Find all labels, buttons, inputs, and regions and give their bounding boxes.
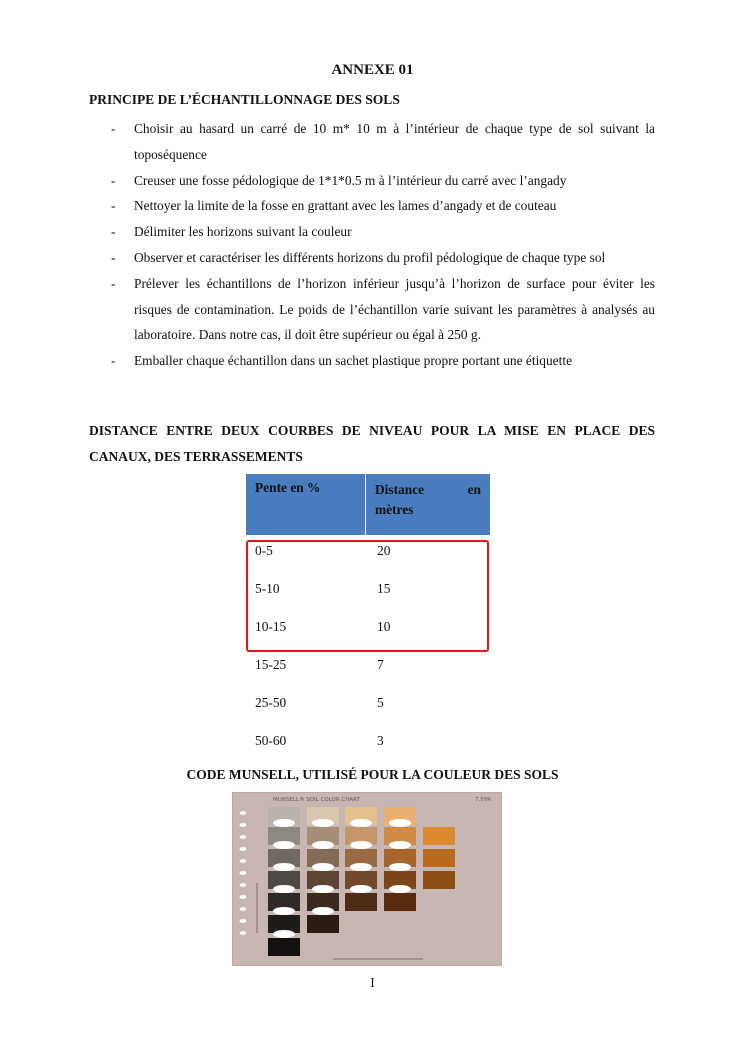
table-row bbox=[246, 733, 490, 771]
page-number: I bbox=[370, 975, 375, 990]
table-row bbox=[246, 695, 490, 733]
cell-distance: 10 bbox=[377, 619, 391, 634]
cell-distance: 5 bbox=[377, 695, 384, 710]
list-dash: - bbox=[111, 353, 116, 369]
list-item bbox=[89, 116, 655, 168]
list-item bbox=[89, 168, 655, 194]
cell-pente: 0-5 bbox=[255, 543, 273, 558]
list-dash: - bbox=[111, 224, 116, 240]
table-header bbox=[246, 474, 490, 535]
col-header-distance-word2: en bbox=[467, 482, 481, 497]
list-item-text: Nettoyer la limite de la fosse en grattant avec les lames d’angady et de couteau bbox=[134, 198, 557, 214]
list-item bbox=[89, 245, 655, 271]
col-header-distance-word1: Distance bbox=[375, 482, 425, 497]
cell-distance: 3 bbox=[377, 733, 384, 748]
cell-pente: 15-25 bbox=[255, 657, 287, 672]
page-title: ANNEXE 01 bbox=[331, 62, 414, 78]
list-item-text: Prélever les échantillons de l’horizon inférieur jusqu’à l’horizon de surface pour éviter les risques de contamination. Le poids de l’échantillon varie suivant les paramètres à analysés au laboratoire. Dans notre cas, il doit être supérieur ou égal à 250 g. bbox=[134, 275, 655, 343]
table-row bbox=[246, 657, 490, 695]
cell-distance: 20 bbox=[377, 543, 391, 558]
cell-pente: 50-60 bbox=[255, 733, 287, 748]
cell-pente: 5-10 bbox=[255, 581, 280, 596]
list-item-text: Observer et caractériser les différents horizons du profil pédologique de chaque type sol bbox=[134, 249, 606, 265]
slope-distance-table bbox=[246, 474, 490, 748]
munsell-chart-image bbox=[232, 792, 502, 966]
list-item bbox=[89, 348, 655, 374]
col-header-distance bbox=[366, 474, 490, 535]
list-item bbox=[89, 271, 655, 348]
munsell-chart-code: 7.5YR bbox=[475, 797, 491, 803]
list-item-text: Emballer chaque échantillon dans un sachet plastique propre portant une étiquette bbox=[134, 353, 573, 369]
section-heading-munsell: CODE MUNSELL, UTILISÉ POUR LA COULEUR DES SOLS bbox=[186, 767, 559, 782]
list-dash: - bbox=[111, 198, 116, 214]
section-heading-distance: DISTANCE ENTRE DEUX COURBES DE NIVEAU POUR LA MISE EN PLACE DES CANAUX, DES TERRASSEMENTS bbox=[89, 423, 655, 464]
sampling-steps-list bbox=[89, 116, 655, 374]
red-highlight-box bbox=[246, 540, 489, 652]
list-dash: - bbox=[111, 172, 116, 188]
cell-pente: 10-15 bbox=[255, 619, 287, 634]
list-dash: - bbox=[111, 275, 116, 291]
list-item bbox=[89, 219, 655, 245]
section-heading-sampling: PRINCIPE DE L’ÉCHANTILLONNAGE DES SOLS bbox=[89, 92, 400, 107]
col-header-distance-line2: mètres bbox=[375, 502, 414, 517]
cell-distance: 7 bbox=[377, 657, 384, 672]
cell-distance: 15 bbox=[377, 581, 391, 596]
list-item-text: Creuser une fosse pédologique de 1*1*0.5 m à l’intérieur du carré avec l’angady bbox=[134, 172, 567, 188]
list-dash: - bbox=[111, 121, 116, 136]
list-dash: - bbox=[111, 249, 116, 265]
list-item bbox=[89, 193, 655, 219]
munsell-chart-graphic bbox=[233, 793, 501, 965]
munsell-chart-label: MUNSELL® SOIL COLOR CHART bbox=[273, 797, 360, 803]
cell-pente: 25-50 bbox=[255, 695, 287, 710]
list-item-text: Choisir au hasard un carré de 10 m* 10 m à l’intérieur de chaque type de sol suivant la toposéquence bbox=[134, 121, 655, 162]
list-item-text: Délimiter les horizons suivant la couleur bbox=[134, 224, 352, 240]
col-header-pente: Pente en % bbox=[246, 474, 366, 535]
